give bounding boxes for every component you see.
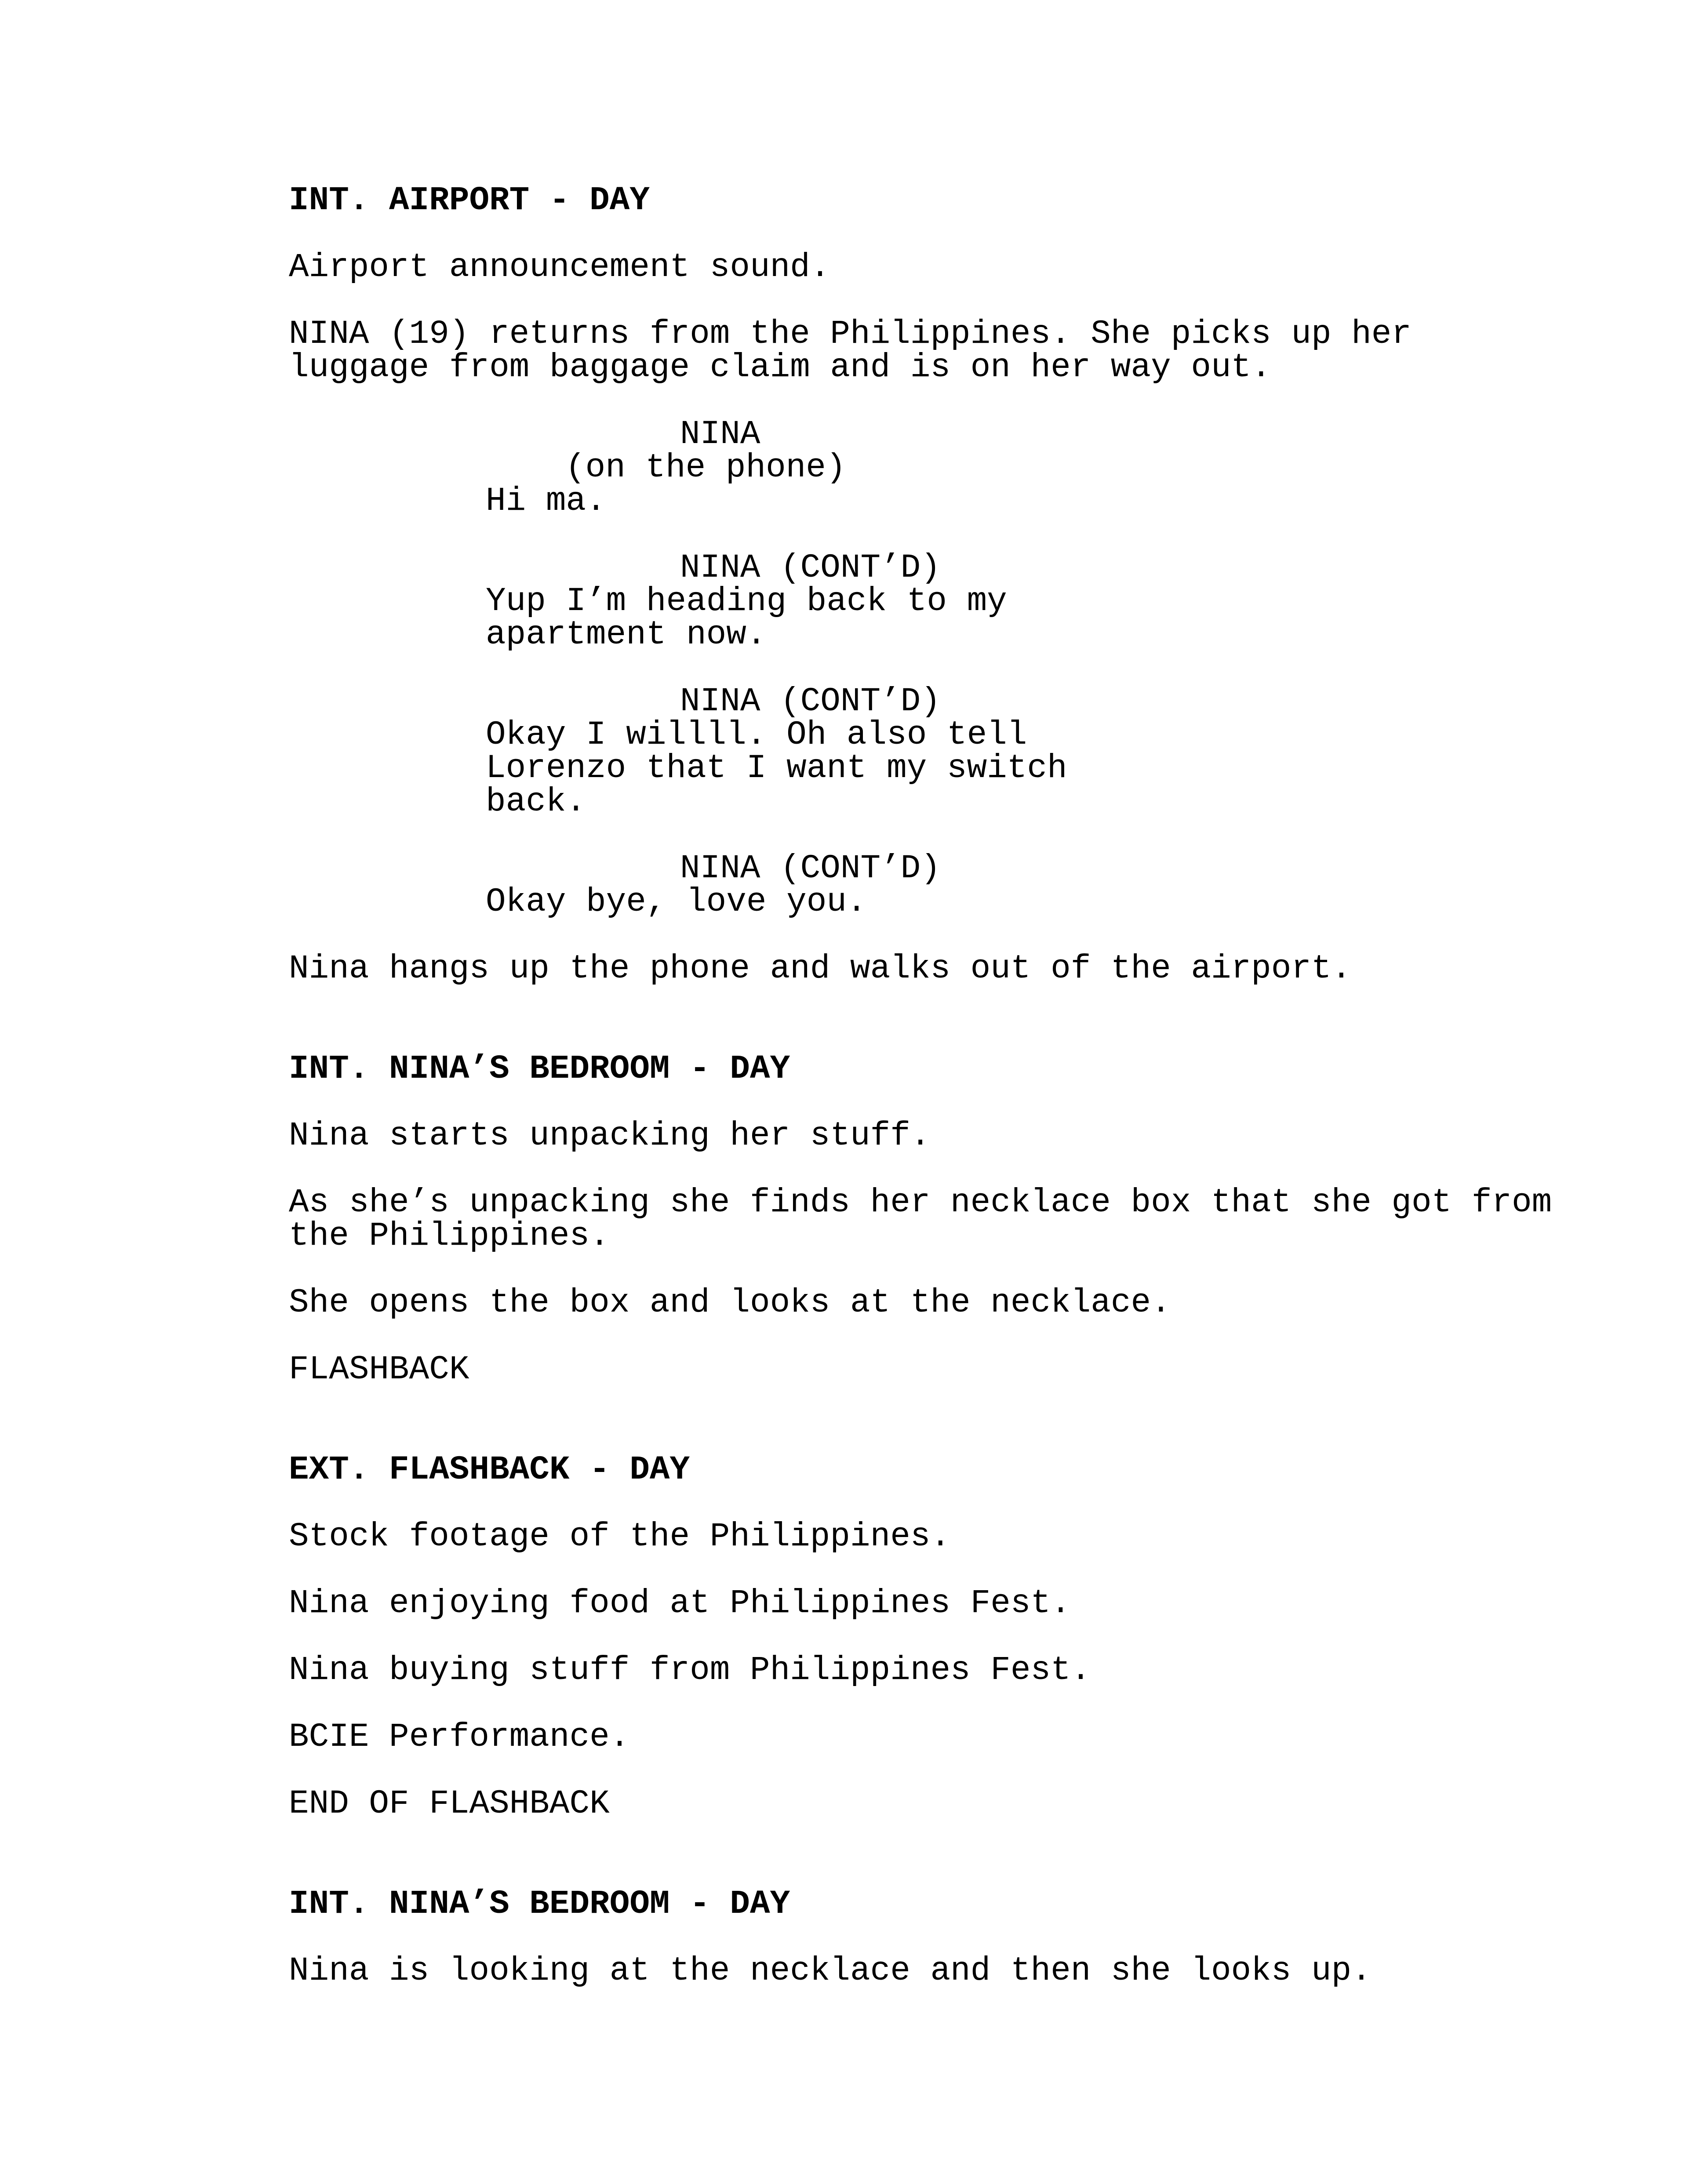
action-line: Airport announcement sound. (289, 248, 830, 286)
action-line: Stock footage of the Philippines. (289, 1518, 951, 1555)
scene-heading: INT. AIRPORT - DAY (289, 182, 650, 219)
action-line: Nina hangs up the phone and walks out of the airport. (289, 950, 1352, 988)
action-line: As she’s unpacking she finds her necklace box that she got from (289, 1184, 1552, 1221)
action-line: She opens the box and looks at the necklace. (289, 1284, 1171, 1322)
dialogue-line: Yup I’m heading back to my (486, 582, 1007, 620)
action-line: Nina buying stuff from Philippines Fest. (289, 1651, 1091, 1689)
action-line: Nina starts unpacking her stuff. (289, 1117, 931, 1155)
character-name: NINA (CONT’D) (680, 683, 941, 720)
scene-heading: INT. NINA’S BEDROOM - DAY (289, 1050, 790, 1088)
character-name: NINA (CONT’D) (680, 549, 941, 587)
action-line: luggage from baggage claim and is on her way out. (289, 349, 1271, 386)
action-line: NINA (19) returns from the Philippines. She picks up her (289, 315, 1412, 353)
dialogue-line: Okay bye, love you. (486, 883, 867, 921)
dialogue-line: back. (486, 783, 586, 821)
scene-heading: INT. NINA’S BEDROOM - DAY (289, 1885, 790, 1923)
action-line: the Philippines. (289, 1217, 610, 1255)
dialogue-line: apartment now. (486, 616, 767, 654)
parenthetical: (on the phone) (565, 449, 846, 487)
scene-heading: EXT. FLASHBACK - DAY (289, 1451, 690, 1489)
transition: END OF FLASHBACK (289, 1785, 610, 1823)
action-line: Nina is looking at the necklace and then she looks up. (289, 1952, 1372, 1990)
action-line: BCIE Performance. (289, 1718, 630, 1756)
action-line: Nina enjoying food at Philippines Fest. (289, 1584, 1071, 1622)
character-name: NINA (CONT’D) (680, 850, 941, 887)
character-name: NINA (680, 415, 760, 453)
dialogue-line: Hi ma. (486, 482, 606, 520)
dialogue-line: Okay I willll. Oh also tell (486, 716, 1027, 754)
dialogue-line: Lorenzo that I want my switch (486, 749, 1067, 787)
transition: FLASHBACK (289, 1351, 469, 1388)
